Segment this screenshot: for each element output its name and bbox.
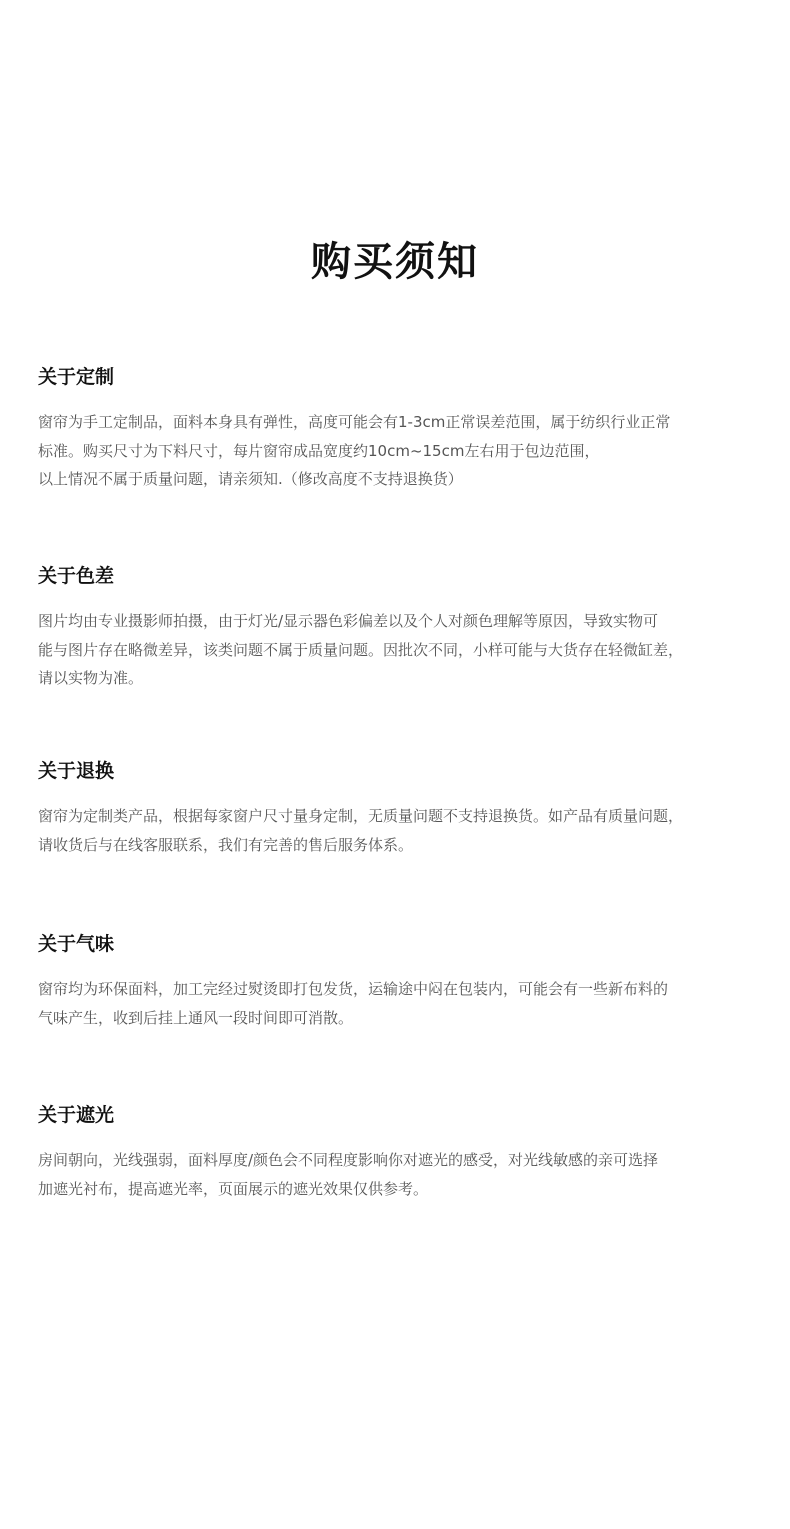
- body-line: 窗帘均为环保面料，加工完经过熨烫即打包发货，运输途中闷在包装内，可能会有一些新布料的: [38, 980, 669, 998]
- section-returns: [38, 758, 778, 859]
- section-customization: [38, 364, 778, 494]
- page-title: 购买须知: [311, 239, 479, 285]
- body-line: 请以实物为准。: [38, 669, 144, 687]
- section-body: [38, 975, 778, 1032]
- section-body: [38, 408, 778, 494]
- body-line: 加遮光衬布，提高遮光率，页面展示的遮光效果仅供参考。: [38, 1179, 429, 1198]
- body-line: 窗帘为定制类产品，根据每家窗户尺寸量身定制，无质量问题不支持退换货。如产品有质量问题，: [38, 807, 684, 825]
- section-body: [38, 802, 778, 859]
- section-body: [38, 1146, 778, 1203]
- section-color-difference: [38, 563, 778, 693]
- section-heading: 关于退换: [38, 760, 115, 782]
- body-line: 能与图片存在略微差异，该类问题不属于质量问题。因批次不同，小样可能与大货存在轻微缸差，: [38, 640, 684, 659]
- section-heading: 关于遮光: [38, 1104, 115, 1126]
- section-heading: 关于色差: [38, 565, 115, 587]
- body-line: 以上情况不属于质量问题，请亲须知.（修改高度不支持退换货）: [38, 470, 463, 488]
- section-heading: 关于气味: [38, 933, 115, 955]
- body-line: 标准。购买尺寸为下料尺寸，每片窗帘成品宽度约10cm~15cm左右用于包边范围，: [38, 441, 600, 460]
- body-line: 请收货后与在线客服联系，我们有完善的售后服务体系。: [38, 835, 414, 854]
- section-blackout: [38, 1102, 778, 1203]
- section-heading: 关于定制: [38, 366, 115, 388]
- section-odor: [38, 931, 778, 1032]
- body-line: 窗帘为手工定制品，面料本身具有弹性，高度可能会有1-3cm正常误差范围，属于纺织行业正常: [38, 413, 671, 431]
- body-line: 房间朝向，光线强弱，面料厚度/颜色会不同程度影响你对遮光的感受，对光线敏感的亲可选择: [38, 1151, 659, 1169]
- section-body: [38, 607, 778, 693]
- body-line: 图片均由专业摄影师拍摄，由于灯光/显示器色彩偏差以及个人对颜色理解等原因，导致实物可: [38, 612, 659, 630]
- body-line: 气味产生，收到后挂上通风一段时间即可消散。: [38, 1008, 354, 1027]
